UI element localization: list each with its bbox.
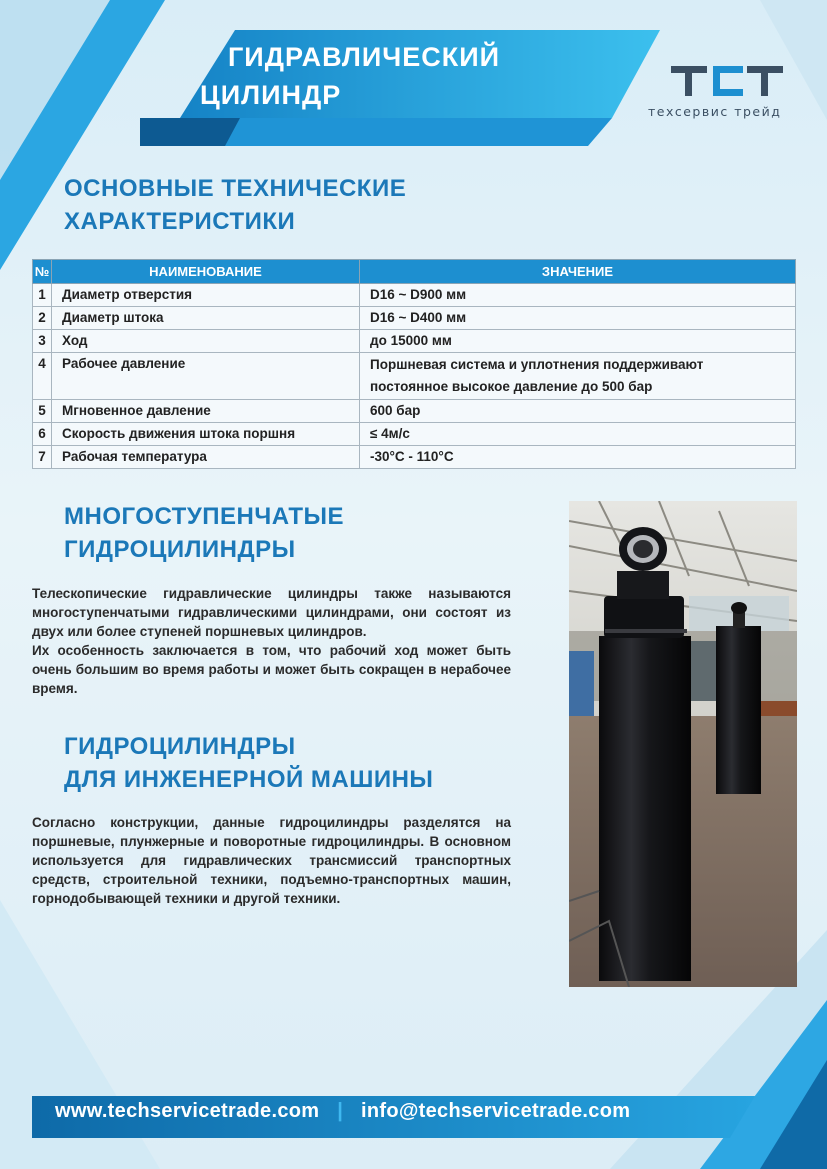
footer-separator: | [337,1100,344,1122]
engineering-paragraph: Согласно конструкции, данные гидроцилиндры разделятся на поршневые, плунжерные и поворотные гидроцилиндры. В основном используется для гидравлических трансмиссий транспортных средств, строительной техники, подъемно-транспортных машин, горнодобывающей техники и другой техники. [32,815,511,906]
row-name: Диаметр отверстия [52,284,360,307]
row-name: Мгновенное давление [52,400,360,423]
table-row [33,330,796,353]
specs-heading-line-1: ОСНОВНЫЕ ТЕХНИЧЕСКИЕ [64,175,407,202]
row-name: Ход [52,330,360,353]
row-number: 3 [33,330,52,353]
row-value: 600 бар [360,400,796,423]
row-value: -30°C - 110°C [360,446,796,469]
row-name: Скорость движения штока поршня [52,423,360,446]
row-value: Поршневая система и уплотнения поддерживают постоянное высокое давление до 500 бар [360,353,796,400]
row-value: до 15000 мм [360,330,796,353]
row-number: 6 [33,423,52,446]
specs-table [32,259,796,469]
logo-subtitle: техсервис трейд [648,104,782,119]
row-number: 2 [33,307,52,330]
row-number: 4 [33,353,52,400]
row-name: Рабочее давление [52,353,360,400]
row-name: Рабочая температура [52,446,360,469]
column-header-value: ЗНАЧЕНИЕ [360,260,796,284]
column-header-name: НАИМЕНОВАНИЕ [52,260,360,284]
company-logo [643,62,803,102]
multistage-paragraph-1: Телескопические гидравлические цилиндры также называются многоступенчатыми гидравлическими цилиндрами, они состоят из двух или более ступеней поршневых цилиндров. [32,586,511,639]
row-value: ≤ 4м/с [360,423,796,446]
multistage-heading-line-1: МНОГОСТУПЕНЧАТЫЕ [64,503,345,530]
multistage-heading [64,500,344,566]
column-header-number: № [33,260,52,284]
table-row [33,446,796,469]
footer-contacts [55,1100,630,1123]
hydraulic-cylinder-photo [569,501,797,987]
table-row [33,307,796,330]
row-number: 1 [33,284,52,307]
row-number: 5 [33,400,52,423]
footer-email-link[interactable]: info@techservicetrade.com [360,1100,631,1122]
row-number: 7 [33,446,52,469]
specs-heading [64,172,406,238]
table-header-row [33,260,796,284]
page-title [200,38,500,114]
table-row [33,353,796,400]
engineering-heading-line-2: ДЛЯ ИНЖЕНЕРНОЙ МАШИНЫ [64,766,434,793]
table-row [33,284,796,307]
footer-website-link[interactable]: www.techservicetrade.com [55,1100,320,1122]
engineering-heading-line-1: ГИДРОЦИЛИНДРЫ [64,733,296,760]
multistage-paragraph-2: Их особенность заключается в том, что рабочий ход может быть очень большим во время работы и может быть сокращен в нерабочее время. [32,643,511,696]
row-name: Диаметр штока [52,307,360,330]
title-line-2: ЦИЛИНДР [200,80,342,110]
table-row [33,423,796,446]
row-value: D16 ~ D400 мм [360,307,796,330]
multistage-heading-line-2: ГИДРОЦИЛИНДРЫ [64,536,296,563]
row-value: D16 ~ D900 мм [360,284,796,307]
engineering-heading [64,730,433,796]
table-row [33,400,796,423]
title-line-1: ГИДРАВЛИЧЕСКИЙ [228,42,501,72]
specs-heading-line-2: ХАРАКТЕРИСТИКИ [64,208,296,235]
